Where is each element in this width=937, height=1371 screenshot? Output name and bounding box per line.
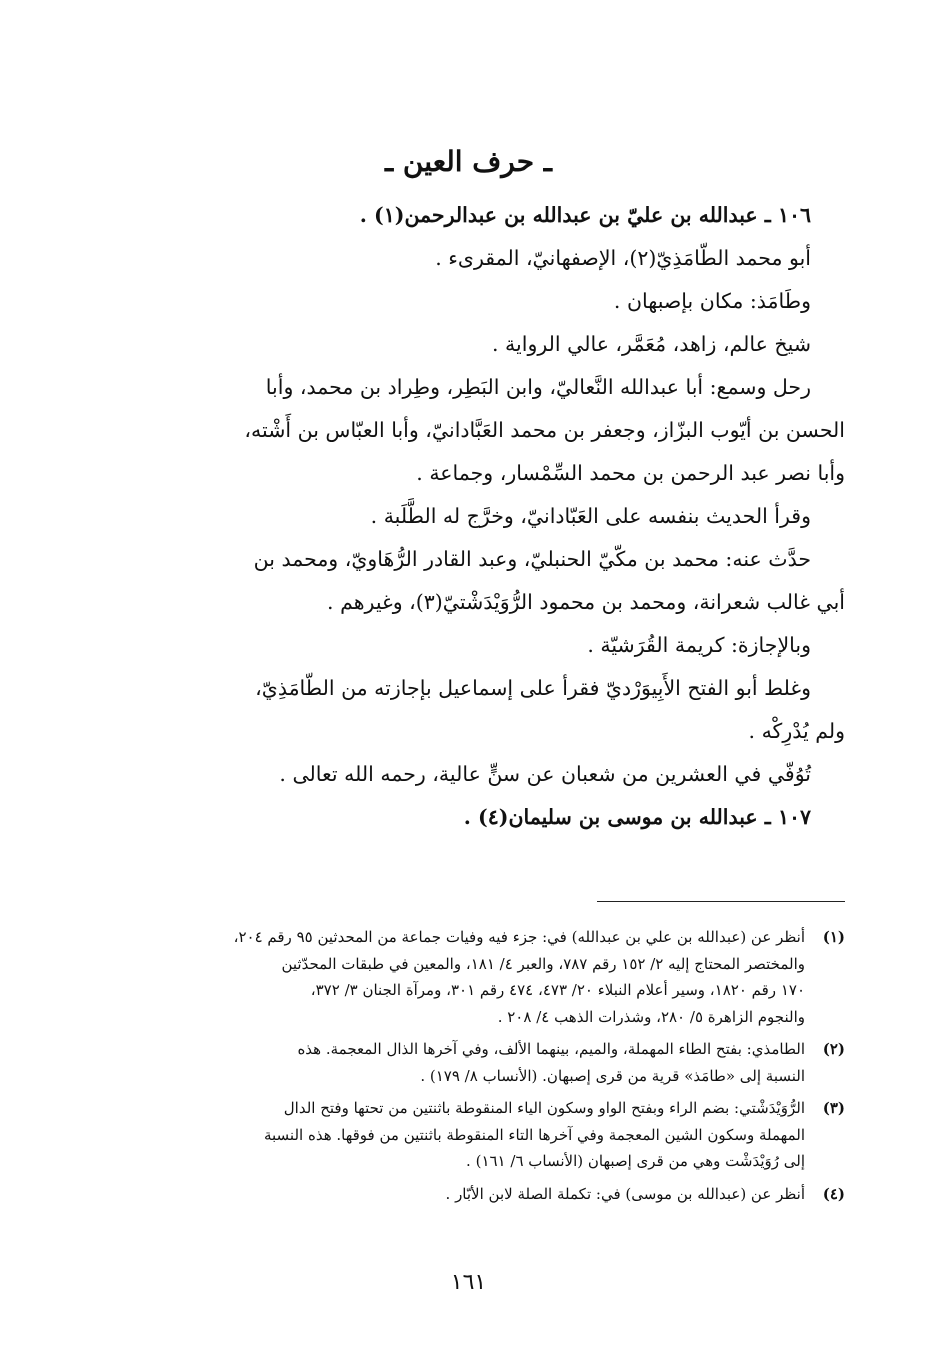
text-line: شيخ عالم، زاهد، مُعَمَّر، عالي الرواية . bbox=[492, 332, 811, 356]
entry-heading: ١٠٦ ـ عبدالله بن عليّ بن عبدالله بن عبدالرحمن(١) . bbox=[359, 203, 811, 227]
text-line: رحل وسمع: أبا عبدالله النَّعاليّ، وابن البَطِر، وطِراد بن محمد، وأبا bbox=[265, 375, 811, 399]
footnote bbox=[127, 1095, 845, 1175]
text-line: وغلط أبو الفتح الأَبِيوَرْديّ فقرأ على إسماعيل بإجازته من الطّامَذِيّ، bbox=[255, 676, 811, 700]
footnote bbox=[127, 1181, 845, 1208]
text-line: الحسن بن أيّوب البزّاز، وجعفر بن محمد العَبَّادانيّ، وأبا العبّاس بن أَشْته، bbox=[244, 418, 845, 442]
footnote-line: والمختصر المحتاج إليه ٢/ ١٥٢ رقم ٧٨٧، والعبر ٤/ ١٨١، والمعين في طبقات المحدّثين bbox=[281, 954, 805, 973]
footnote-line: أنظر عن (عبدالله بن علي بن عبدالله) في: جزء فيه وفيات جماعة من المحدثين ٩٥ رقم ٢٠٤، bbox=[233, 928, 805, 946]
footnote-line: المهملة وسكون الشين المعجمة وفي آخرها التاء المنقوطة باثنتين من فوقها. هذه النسبة bbox=[263, 1125, 805, 1144]
text-line: وطَامَذ: مكان بإصبهان . bbox=[613, 289, 811, 313]
text-line: وقرأ الحديث بنفسه على العَبّادانيّ، وخرَّج له الطَّلَبة . bbox=[370, 504, 811, 528]
page-number: ١٦١ bbox=[450, 1270, 487, 1295]
footnote-line: الطامذي: بفتح الطاء المهملة، والميم، بينهما الألف، وفي آخرها الذال المعجمة. هذه bbox=[297, 1040, 805, 1058]
entry-heading: ١٠٧ ـ عبدالله بن موسى بن سليمان(٤) . bbox=[463, 805, 811, 829]
main-text bbox=[127, 194, 845, 839]
text-line: تُوُفّي في العشرين من شعبان عن سنٍّ عالية، رحمه الله تعالى . bbox=[279, 762, 811, 786]
footnote-number: (٤) bbox=[822, 1184, 845, 1203]
text-line: وبالإجازة: كريمة القُرَشيّة . bbox=[587, 633, 811, 657]
footnote-line: الرُّوَيْدَشْتي: بضم الراء وبفتح الواو وسكون الياء المنقوطة باثنتين من تحتها وفتح الدال bbox=[283, 1099, 805, 1117]
footnotes-section bbox=[127, 924, 845, 1213]
text-line: أبو محمد الطّامَذِيّ(٢)، الإصفهانيّ، المقرىء . bbox=[435, 246, 811, 270]
footnote-divider bbox=[597, 901, 845, 902]
text-line: أبي غالب شعرانة، ومحمد بن محمود الرُّوَيْدَشْتيّ(٣)، وغيرهم . bbox=[327, 590, 845, 614]
footnote-number: (٢) bbox=[822, 1040, 845, 1058]
footnote bbox=[127, 1036, 845, 1089]
text-line: ولم يُدْرِكْه . bbox=[748, 719, 845, 743]
footnote bbox=[127, 924, 845, 1030]
text-line: وأبا نصر عبد الرحمن بن محمد السِّمْسار، وجماعة . bbox=[416, 461, 845, 485]
footnote-line: النسبة إلى «طامَذ» قرية من قرى إصبهان. (الأنساب ٨/ ١٧٩) . bbox=[420, 1066, 805, 1085]
footnote-number: (١) bbox=[822, 928, 845, 946]
text-line: حدَّث عنه: محمد بن مكّيّ الحنبليّ، وعبد القادر الرُّهَاويّ، ومحمد بن bbox=[253, 547, 811, 571]
footnote-line: أنظر عن (عبدالله بن موسى) في: تكملة الصلة لابن الأبّار . bbox=[445, 1184, 805, 1203]
footnote-line: والنجوم الزاهرة ٥/ ٢٨٠، وشذرات الذهب ٤/ ٢٠٨ . bbox=[497, 1007, 805, 1026]
footnote-line: ١٧٠ رقم ١٨٢٠، وسير أعلام النبلاء ٢٠/ ٤٧٣، ٤٧٤ رقم ٣٠١، ومرآة الجنان ٣/ ٣٧٢، bbox=[310, 981, 805, 999]
footnote-number: (٣) bbox=[822, 1099, 845, 1117]
chapter-title: ـ حرف العين ـ bbox=[384, 145, 552, 178]
footnote-line: إلى رُوَيْدَشْت وهي من قرى إصبهان (الأنساب ٦/ ١٦١) . bbox=[466, 1152, 805, 1170]
